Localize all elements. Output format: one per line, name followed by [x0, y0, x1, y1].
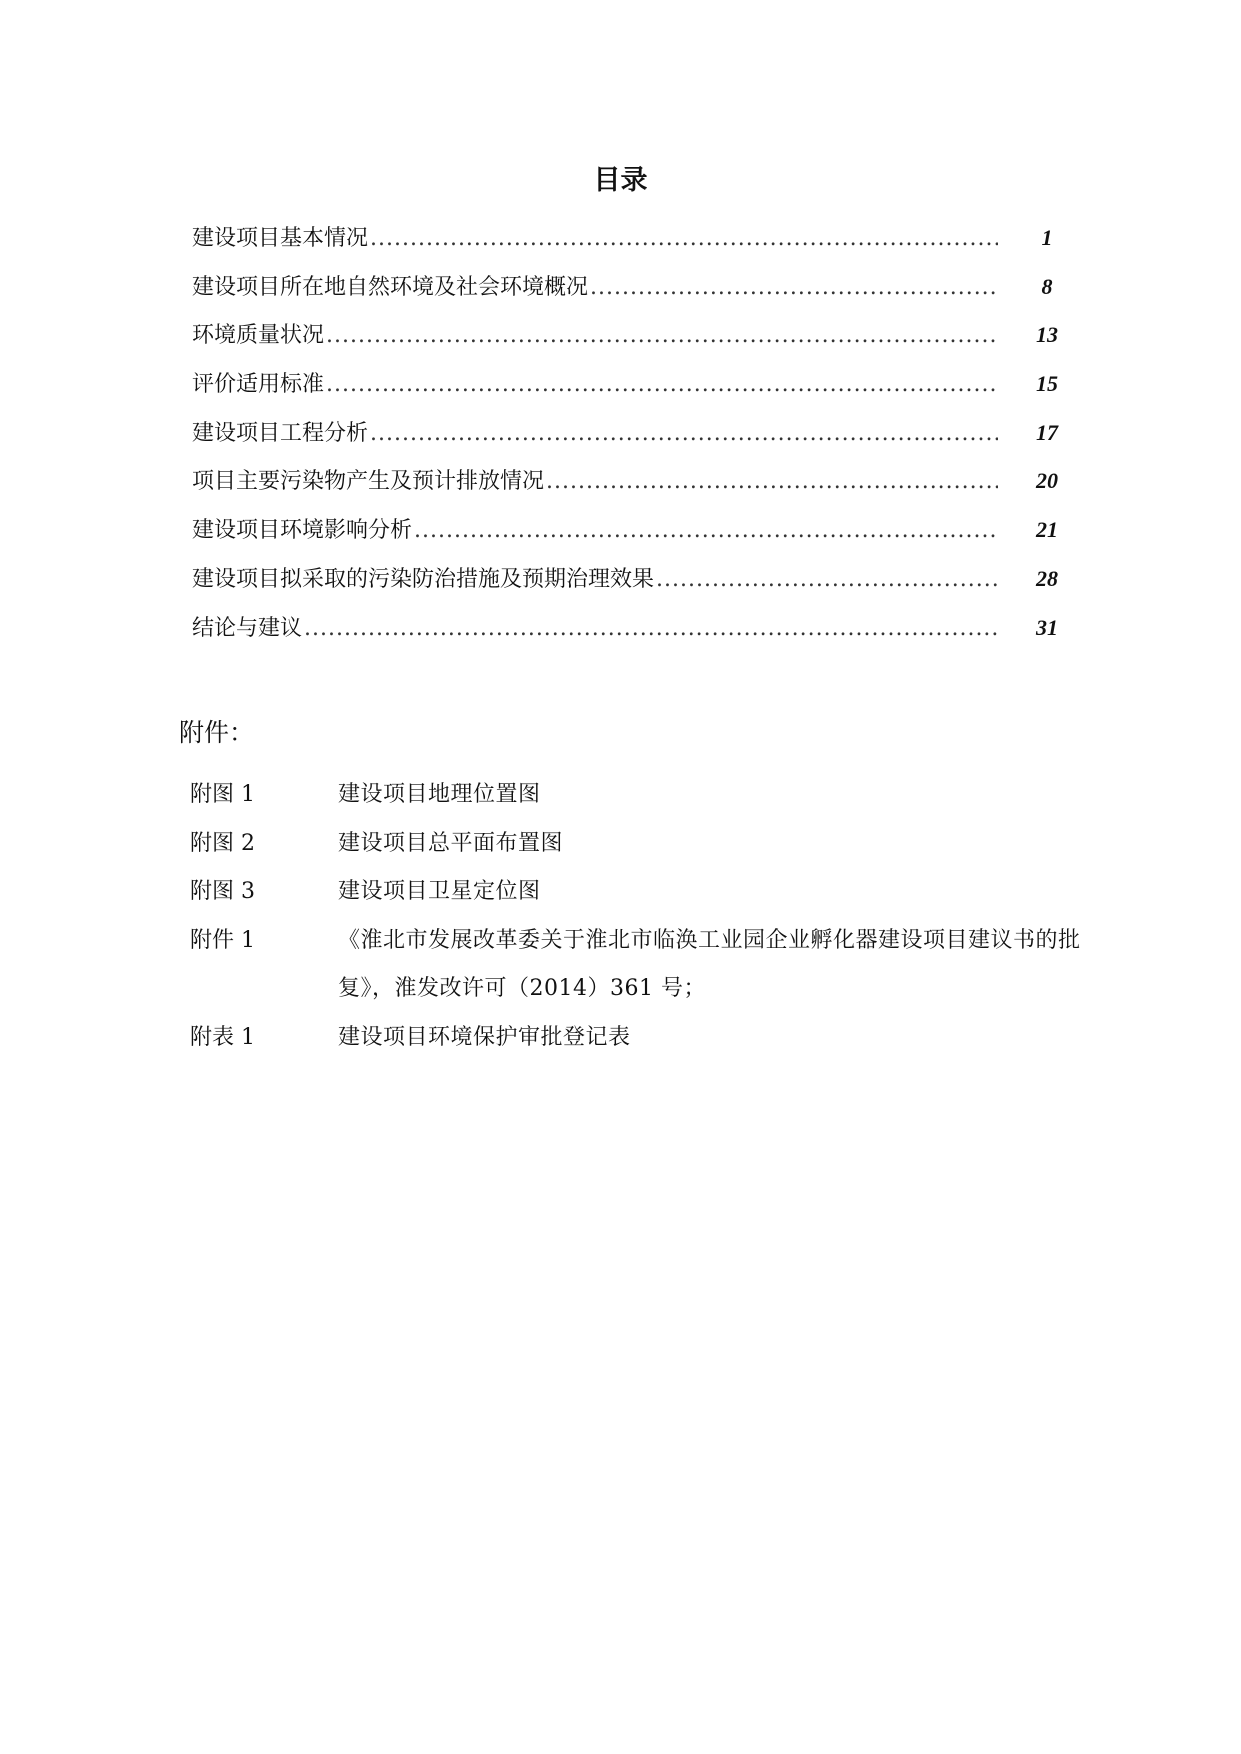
attachment-description: 建设项目总平面布置图 — [338, 830, 564, 856]
toc-dot-leader — [546, 466, 998, 498]
attachment-label: 附图 3 — [190, 879, 255, 904]
toc-page-number: 21 — [1036, 517, 1058, 543]
toc-dot-leader — [326, 320, 998, 352]
toc-entry[interactable] — [192, 465, 1072, 514]
toc-page-number: 28 — [1036, 565, 1058, 591]
page-title: 目录 — [593, 165, 648, 196]
toc-dot-leader — [370, 223, 998, 255]
attachment-label: 附图 2 — [190, 830, 255, 856]
toc-page-number: 1 — [1041, 225, 1053, 250]
toc-entry[interactable] — [192, 563, 1072, 612]
toc-entry-label: 建设项目所在地自然环境及社会环境概况 — [192, 274, 589, 300]
toc-page-number: 8 — [1041, 273, 1053, 299]
table-of-contents — [192, 222, 1072, 660]
toc-page-number: 17 — [1036, 419, 1058, 445]
attachment-label: 附表 1 — [190, 1024, 255, 1050]
toc-entry[interactable] — [192, 368, 1072, 417]
toc-entry-label: 建设项目工程分析 — [192, 420, 369, 446]
toc-entry[interactable] — [192, 222, 1072, 271]
toc-entry-label: 结论与建议 — [192, 615, 303, 641]
attachment-label: 附图 1 — [190, 782, 255, 807]
attachment-item — [190, 917, 1110, 1014]
toc-page-number: 13 — [1036, 322, 1058, 348]
toc-dot-leader — [304, 613, 998, 645]
attachment-description: 建设项目卫星定位图 — [338, 879, 541, 904]
toc-entry-label: 建设项目拟采取的污染防治措施及预期治理效果 — [192, 566, 655, 592]
toc-entry[interactable] — [192, 514, 1072, 563]
toc-entry-label: 环境质量状况 — [192, 323, 325, 349]
attachment-label: 附件 1 — [190, 927, 255, 953]
toc-entry-label: 建设项目环境影响分析 — [192, 518, 413, 544]
toc-dot-leader — [326, 369, 998, 401]
toc-dot-leader — [590, 272, 998, 304]
toc-dot-leader — [656, 564, 998, 596]
toc-entry-label: 项目主要污染物产生及预计排放情况 — [192, 469, 545, 495]
attachment-item — [190, 1014, 1110, 1063]
attachment-item — [190, 820, 1110, 869]
toc-entry-label: 评价适用标准 — [192, 372, 325, 398]
toc-entry[interactable] — [192, 612, 1072, 661]
attachment-item — [190, 771, 1110, 820]
toc-entry-label: 建设项目基本情况 — [192, 226, 369, 251]
toc-entry[interactable] — [192, 319, 1072, 368]
attachments-heading: 附件： — [179, 718, 255, 747]
toc-entry[interactable] — [192, 271, 1072, 320]
toc-entry[interactable] — [192, 417, 1072, 466]
attachment-description: 建设项目环境保护审批登记表 — [338, 1024, 631, 1050]
attachment-item — [190, 868, 1110, 917]
toc-page-number: 15 — [1036, 371, 1058, 397]
toc-page-number: 31 — [1036, 614, 1058, 640]
toc-dot-leader — [370, 418, 998, 450]
attachment-description: 《淮北市发展改革委关于淮北市临涣工业园企业孵化器建设项目建议书的批复》，淮发改许可（2014）361 号； — [338, 927, 1081, 1001]
attachments-list — [190, 771, 1110, 1062]
toc-page-number: 20 — [1036, 468, 1058, 494]
toc-dot-leader — [414, 515, 998, 547]
attachment-description: 建设项目地理位置图 — [338, 782, 541, 807]
